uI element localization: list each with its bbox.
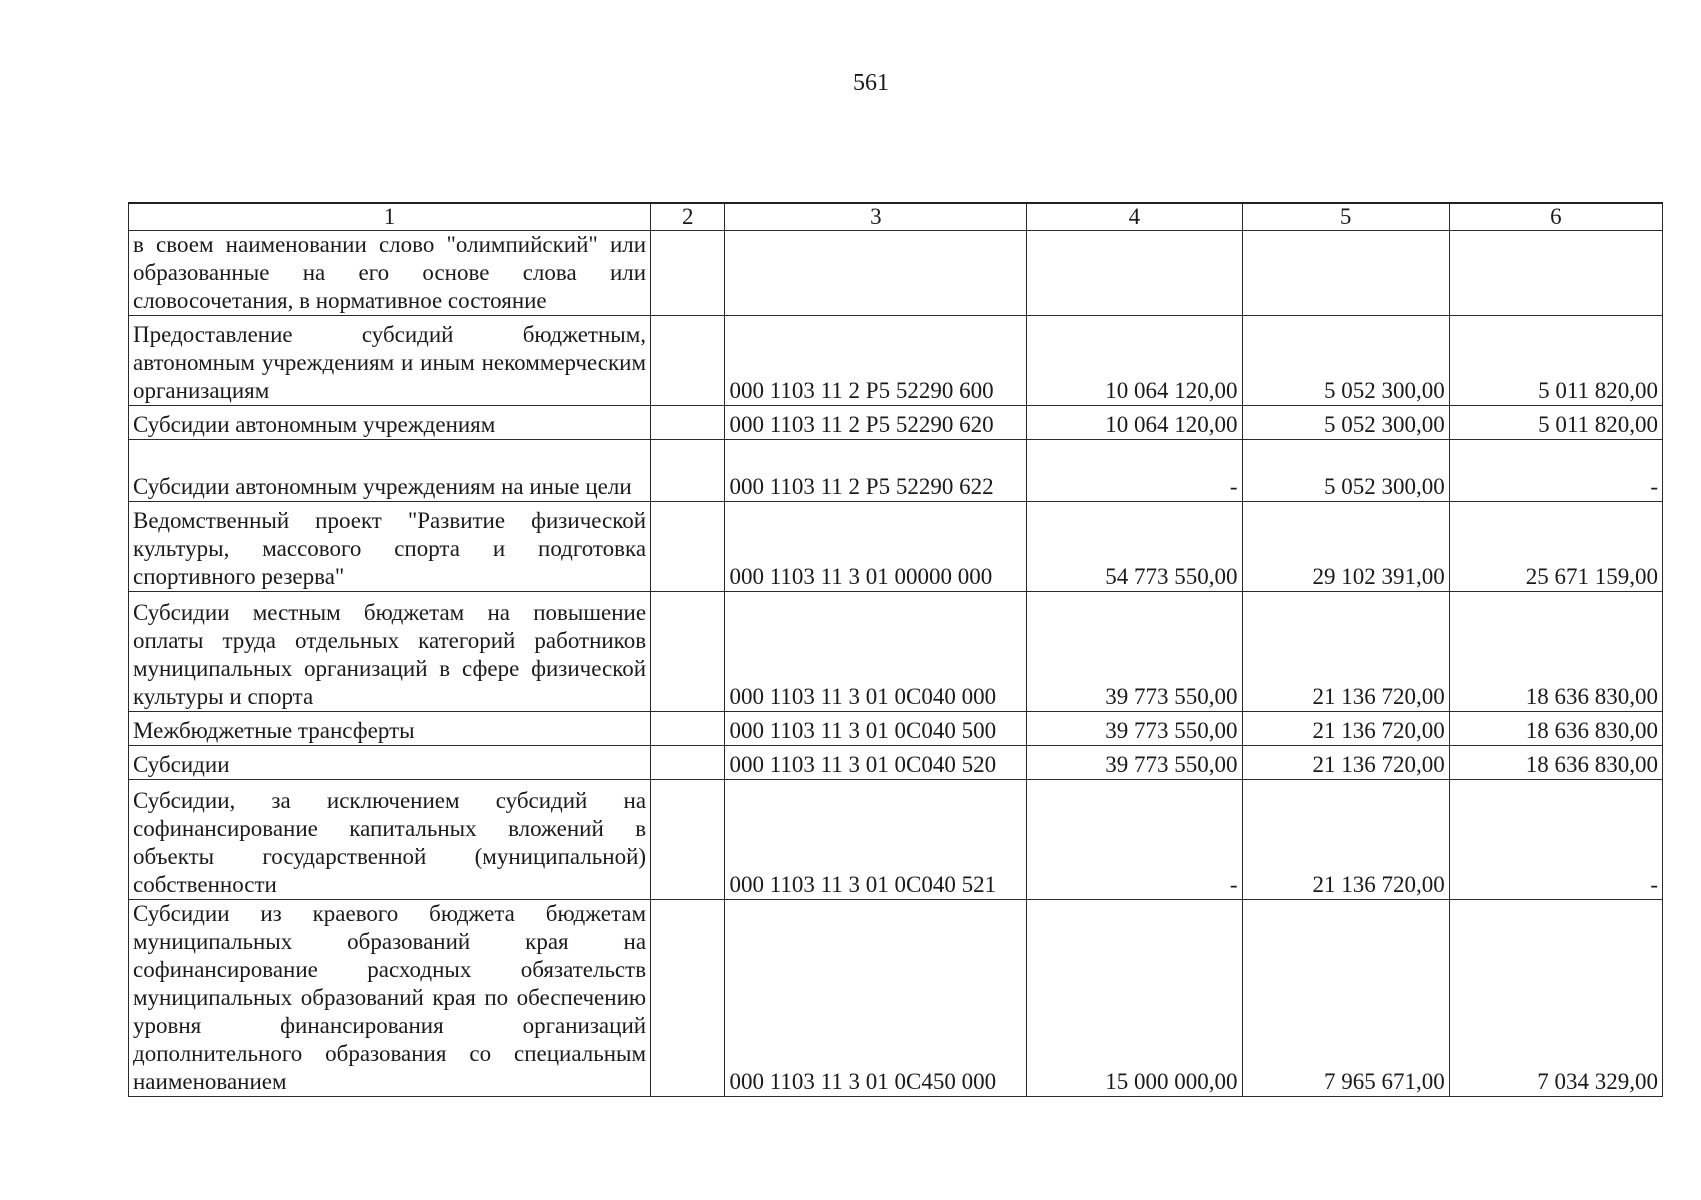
table-row xyxy=(129,780,1663,900)
row-amount-4: - xyxy=(1027,440,1242,502)
column-header-6: 6 xyxy=(1449,203,1662,231)
row-name: Ведомственный проект "Развитие физической культуры, массового спорта и подготовка спортивного резерва" xyxy=(129,502,651,592)
row-name: Субсидии автономным учреждениям на иные цели xyxy=(129,440,651,502)
row-amount-4: 39 773 550,00 xyxy=(1027,592,1242,712)
row-name: в своем наименовании слово "олимпийский" или образованные на его основе слова или словосочетания, в нормативное состояние xyxy=(129,231,651,316)
row-code: 000 1103 11 3 01 0С040 000 xyxy=(725,592,1027,712)
row-amount-6: 18 636 830,00 xyxy=(1449,746,1662,780)
table-row xyxy=(129,406,1663,440)
column-header-2: 2 xyxy=(651,203,725,231)
row-amount-5: 21 136 720,00 xyxy=(1242,780,1449,900)
row-name: Субсидии из краевого бюджета бюджетам муниципальных образований края на софинансирование расходных обязательств муниципальных образований края по обеспечению уровня финансирования организаций дополнительного образования со специальным наименованием xyxy=(129,900,651,1097)
row-amount-5: 7 965 671,00 xyxy=(1242,900,1449,1097)
row-amount-6 xyxy=(1449,231,1662,316)
row-code: 000 1103 11 3 01 0С450 000 xyxy=(725,900,1027,1097)
table-row xyxy=(129,231,1663,316)
row-col2 xyxy=(651,780,725,900)
row-amount-4: 10 064 120,00 xyxy=(1027,406,1242,440)
row-name: Предоставление субсидий бюджетным, автономным учреждениям и иным некоммерческим организациям xyxy=(129,316,651,406)
row-name: Субсидии автономным учреждениям xyxy=(129,406,651,440)
row-amount-5: 5 052 300,00 xyxy=(1242,440,1449,502)
row-amount-4: 54 773 550,00 xyxy=(1027,502,1242,592)
row-amount-5: 21 136 720,00 xyxy=(1242,592,1449,712)
row-amount-5: 21 136 720,00 xyxy=(1242,746,1449,780)
row-amount-6: 18 636 830,00 xyxy=(1449,712,1662,746)
row-code xyxy=(725,231,1027,316)
row-amount-5 xyxy=(1242,231,1449,316)
table-row xyxy=(129,712,1663,746)
row-name: Субсидии xyxy=(129,746,651,780)
row-code: 000 1103 11 2 P5 52290 622 xyxy=(725,440,1027,502)
row-code: 000 1103 11 3 01 00000 000 xyxy=(725,502,1027,592)
row-amount-5: 21 136 720,00 xyxy=(1242,712,1449,746)
row-amount-4: 15 000 000,00 xyxy=(1027,900,1242,1097)
row-col2 xyxy=(651,712,725,746)
table-row xyxy=(129,746,1663,780)
row-amount-4: 10 064 120,00 xyxy=(1027,316,1242,406)
row-amount-6: 18 636 830,00 xyxy=(1449,592,1662,712)
row-name: Субсидии местным бюджетам на повышение оплаты труда отдельных категорий работников муниципальных организаций в сфере физической культуры и спорта xyxy=(129,592,651,712)
row-amount-6: - xyxy=(1449,780,1662,900)
row-col2 xyxy=(651,316,725,406)
row-col2 xyxy=(651,900,725,1097)
row-amount-4 xyxy=(1027,231,1242,316)
row-col2 xyxy=(651,746,725,780)
row-amount-6: 25 671 159,00 xyxy=(1449,502,1662,592)
row-code: 000 1103 11 3 01 0С040 520 xyxy=(725,746,1027,780)
row-amount-6: 5 011 820,00 xyxy=(1449,406,1662,440)
row-amount-5: 5 052 300,00 xyxy=(1242,406,1449,440)
row-code: 000 1103 11 2 P5 52290 620 xyxy=(725,406,1027,440)
table-row xyxy=(129,900,1663,1097)
row-col2 xyxy=(651,231,725,316)
budget-table xyxy=(128,202,1663,1097)
row-code: 000 1103 11 3 01 0С040 500 xyxy=(725,712,1027,746)
row-amount-4: 39 773 550,00 xyxy=(1027,712,1242,746)
row-col2 xyxy=(651,592,725,712)
table-row xyxy=(129,440,1663,502)
column-number-row xyxy=(129,203,1663,231)
table-row xyxy=(129,316,1663,406)
row-col2 xyxy=(651,502,725,592)
column-header-1: 1 xyxy=(129,203,651,231)
row-name: Субсидии, за исключением субсидий на софинансирование капитальных вложений в объекты государственной (муниципальной) собственности xyxy=(129,780,651,900)
row-amount-6: - xyxy=(1449,440,1662,502)
row-name: Межбюджетные трансферты xyxy=(129,712,651,746)
column-header-3: 3 xyxy=(725,203,1027,231)
table-row xyxy=(129,502,1663,592)
page-number: 561 xyxy=(853,70,889,96)
row-amount-6: 5 011 820,00 xyxy=(1449,316,1662,406)
row-col2 xyxy=(651,406,725,440)
table-row xyxy=(129,592,1663,712)
row-col2 xyxy=(651,440,725,502)
row-amount-5: 5 052 300,00 xyxy=(1242,316,1449,406)
row-amount-4: 39 773 550,00 xyxy=(1027,746,1242,780)
column-header-5: 5 xyxy=(1242,203,1449,231)
row-amount-5: 29 102 391,00 xyxy=(1242,502,1449,592)
row-code: 000 1103 11 2 P5 52290 600 xyxy=(725,316,1027,406)
row-amount-4: - xyxy=(1027,780,1242,900)
row-amount-6: 7 034 329,00 xyxy=(1449,900,1662,1097)
row-code: 000 1103 11 3 01 0С040 521 xyxy=(725,780,1027,900)
column-header-4: 4 xyxy=(1027,203,1242,231)
